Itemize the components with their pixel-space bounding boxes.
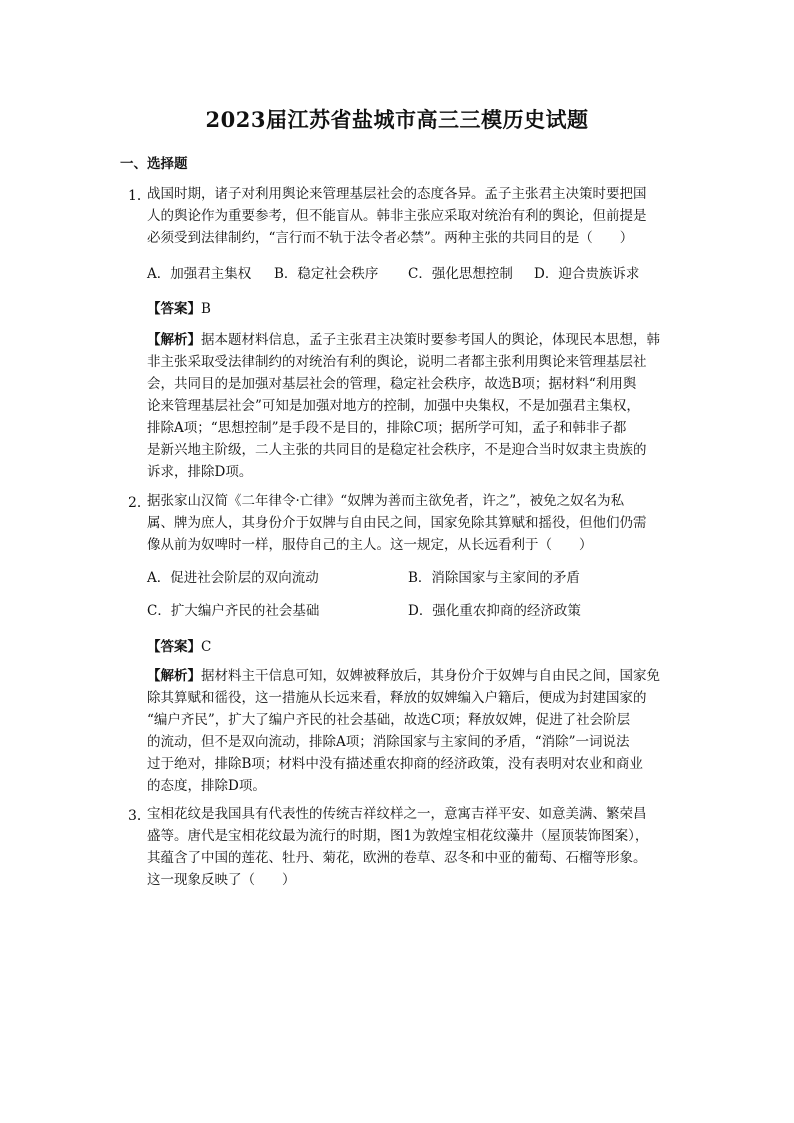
stem-line: 像从前为奴啤时一样，服侍自己的主人。这一规定，从长远看利于（ ）	[147, 537, 593, 553]
stem-line: 人的舆论作为重要参考，但不能盲从。韩非主张应采取对统治有利的舆论，但前提是	[147, 208, 647, 224]
option-d: D．迎合贵族诉求	[534, 266, 640, 282]
stem-line: 战国时期，诸子对利用舆论来管理基层社会的态度各异。孟子主张君主决策时要把国	[147, 186, 647, 202]
stem-line: 这一现象反映了（ ）	[147, 872, 296, 888]
option-c: C．强化思想控制	[408, 266, 513, 282]
analysis	[147, 665, 675, 797]
analysis-line: 论来管理基层社会”可知是加强对地方的控制，加强中央集权，不是加强君主集权，	[147, 398, 640, 414]
stem-line: 必须受到法律制约，“言行而不轨于法令者必禁”。两种主张的共同目的是（ ）	[147, 230, 634, 246]
analysis-line: 【解析】据本题材料信息，孟子主张君主决策时要参考国人的舆论，体现民本思想，韩	[147, 332, 660, 348]
option-c: C．扩大编户齐民的社会基础	[147, 603, 320, 619]
option-a: A．促进社会阶层的双向流动	[147, 570, 319, 586]
analysis-line: 排除A项；“思想控制”是手段不是目的，排除C项；据所学可知，孟子和韩非子都	[147, 420, 627, 436]
page-title: 2023届江苏省盐城市高三三模历史试题	[205, 107, 589, 132]
question-number: 1．	[128, 188, 151, 204]
question-number: 2．	[128, 495, 151, 511]
option-a: A．加强君主集权	[147, 266, 252, 282]
analysis-line: 【解析】据材料主干信息可知，奴婢被释放后，其身份介于奴婢与自由民之间，国家免	[147, 668, 660, 684]
stem-line: 其蕴含了中国的莲花、牡丹、菊花，欧洲的卷草、忍冬和中亚的葡萄、石榴等形象。	[147, 850, 647, 866]
analysis-tag: 【解析】	[147, 332, 201, 348]
stem-line: 属、牌为庶人，其身份介于奴牌与自由民之间，国家免除其算赋和摇役，但他们仍需	[147, 515, 647, 531]
analysis-line: 除其算赋和徭役，这一措施从长远来看，释放的奴婢编入户籍后，便成为封建国家的	[147, 690, 647, 706]
analysis-line: “编户齐民”，扩大了编户齐民的社会基础，故选C项；释放奴婢，促进了社会阶层	[147, 712, 631, 728]
stem-line: 据张家山汉简《二年律令·亡律》“奴牌为善而主欲免者，许之”，被免之奴名为私	[147, 493, 625, 509]
stem-line: 盛等。唐代是宝相花纹最为流行的时期，图1为敦煌宝相花纹藻井（屋顶装饰图案），	[147, 828, 649, 844]
analysis-line: 非主张采取受法律制约的对统治有利的舆论，说明二者都主张利用舆论来管理基层社	[147, 354, 647, 370]
answer-value: B	[201, 301, 211, 317]
option-b: B．消除国家与主家间的矛盾	[408, 570, 580, 586]
option-b: B．稳定社会秩序	[274, 266, 379, 282]
analysis-tag: 【解析】	[147, 668, 201, 684]
section-heading: 一、选择题	[120, 156, 188, 172]
analysis-line: 诉求，排除D项。	[147, 464, 253, 480]
analysis-line: 是新兴地主阶级，二人主张的共同目的是稳定社会秩序，不是迎合当时奴隶主贵族的	[147, 442, 647, 458]
stem-line: 宝相花纹是我国具有代表性的传统吉祥纹样之一，意寓吉祥平安、如意美满、繁荣昌	[147, 806, 647, 822]
analysis	[147, 329, 675, 483]
answer-tag: 【答案】	[147, 639, 201, 655]
analysis-line: 会，共同目的是加强对基层社会的管理，稳定社会秩序，故选B项；据材料“利用舆	[147, 376, 637, 392]
question-number: 3．	[128, 808, 151, 824]
option-d: D．强化重农抑商的经济政策	[408, 603, 581, 619]
answer-line	[147, 635, 211, 655]
question-stem	[147, 183, 675, 249]
analysis-line: 过于绝对，排除B项；材料中没有描述重农抑商的经济政策，没有表明对农业和商业	[147, 756, 643, 772]
analysis-line: 的流动，但不是双向流动，排除A项；消除国家与主家间的矛盾，“消除”一词说法	[147, 734, 630, 750]
answer-tag: 【答案】	[147, 301, 201, 317]
analysis-line: 的态度，排除D项。	[147, 778, 266, 794]
answer-value: C	[201, 639, 212, 655]
question-stem	[147, 803, 675, 891]
answer-line	[147, 297, 211, 317]
question-stem	[147, 490, 675, 556]
